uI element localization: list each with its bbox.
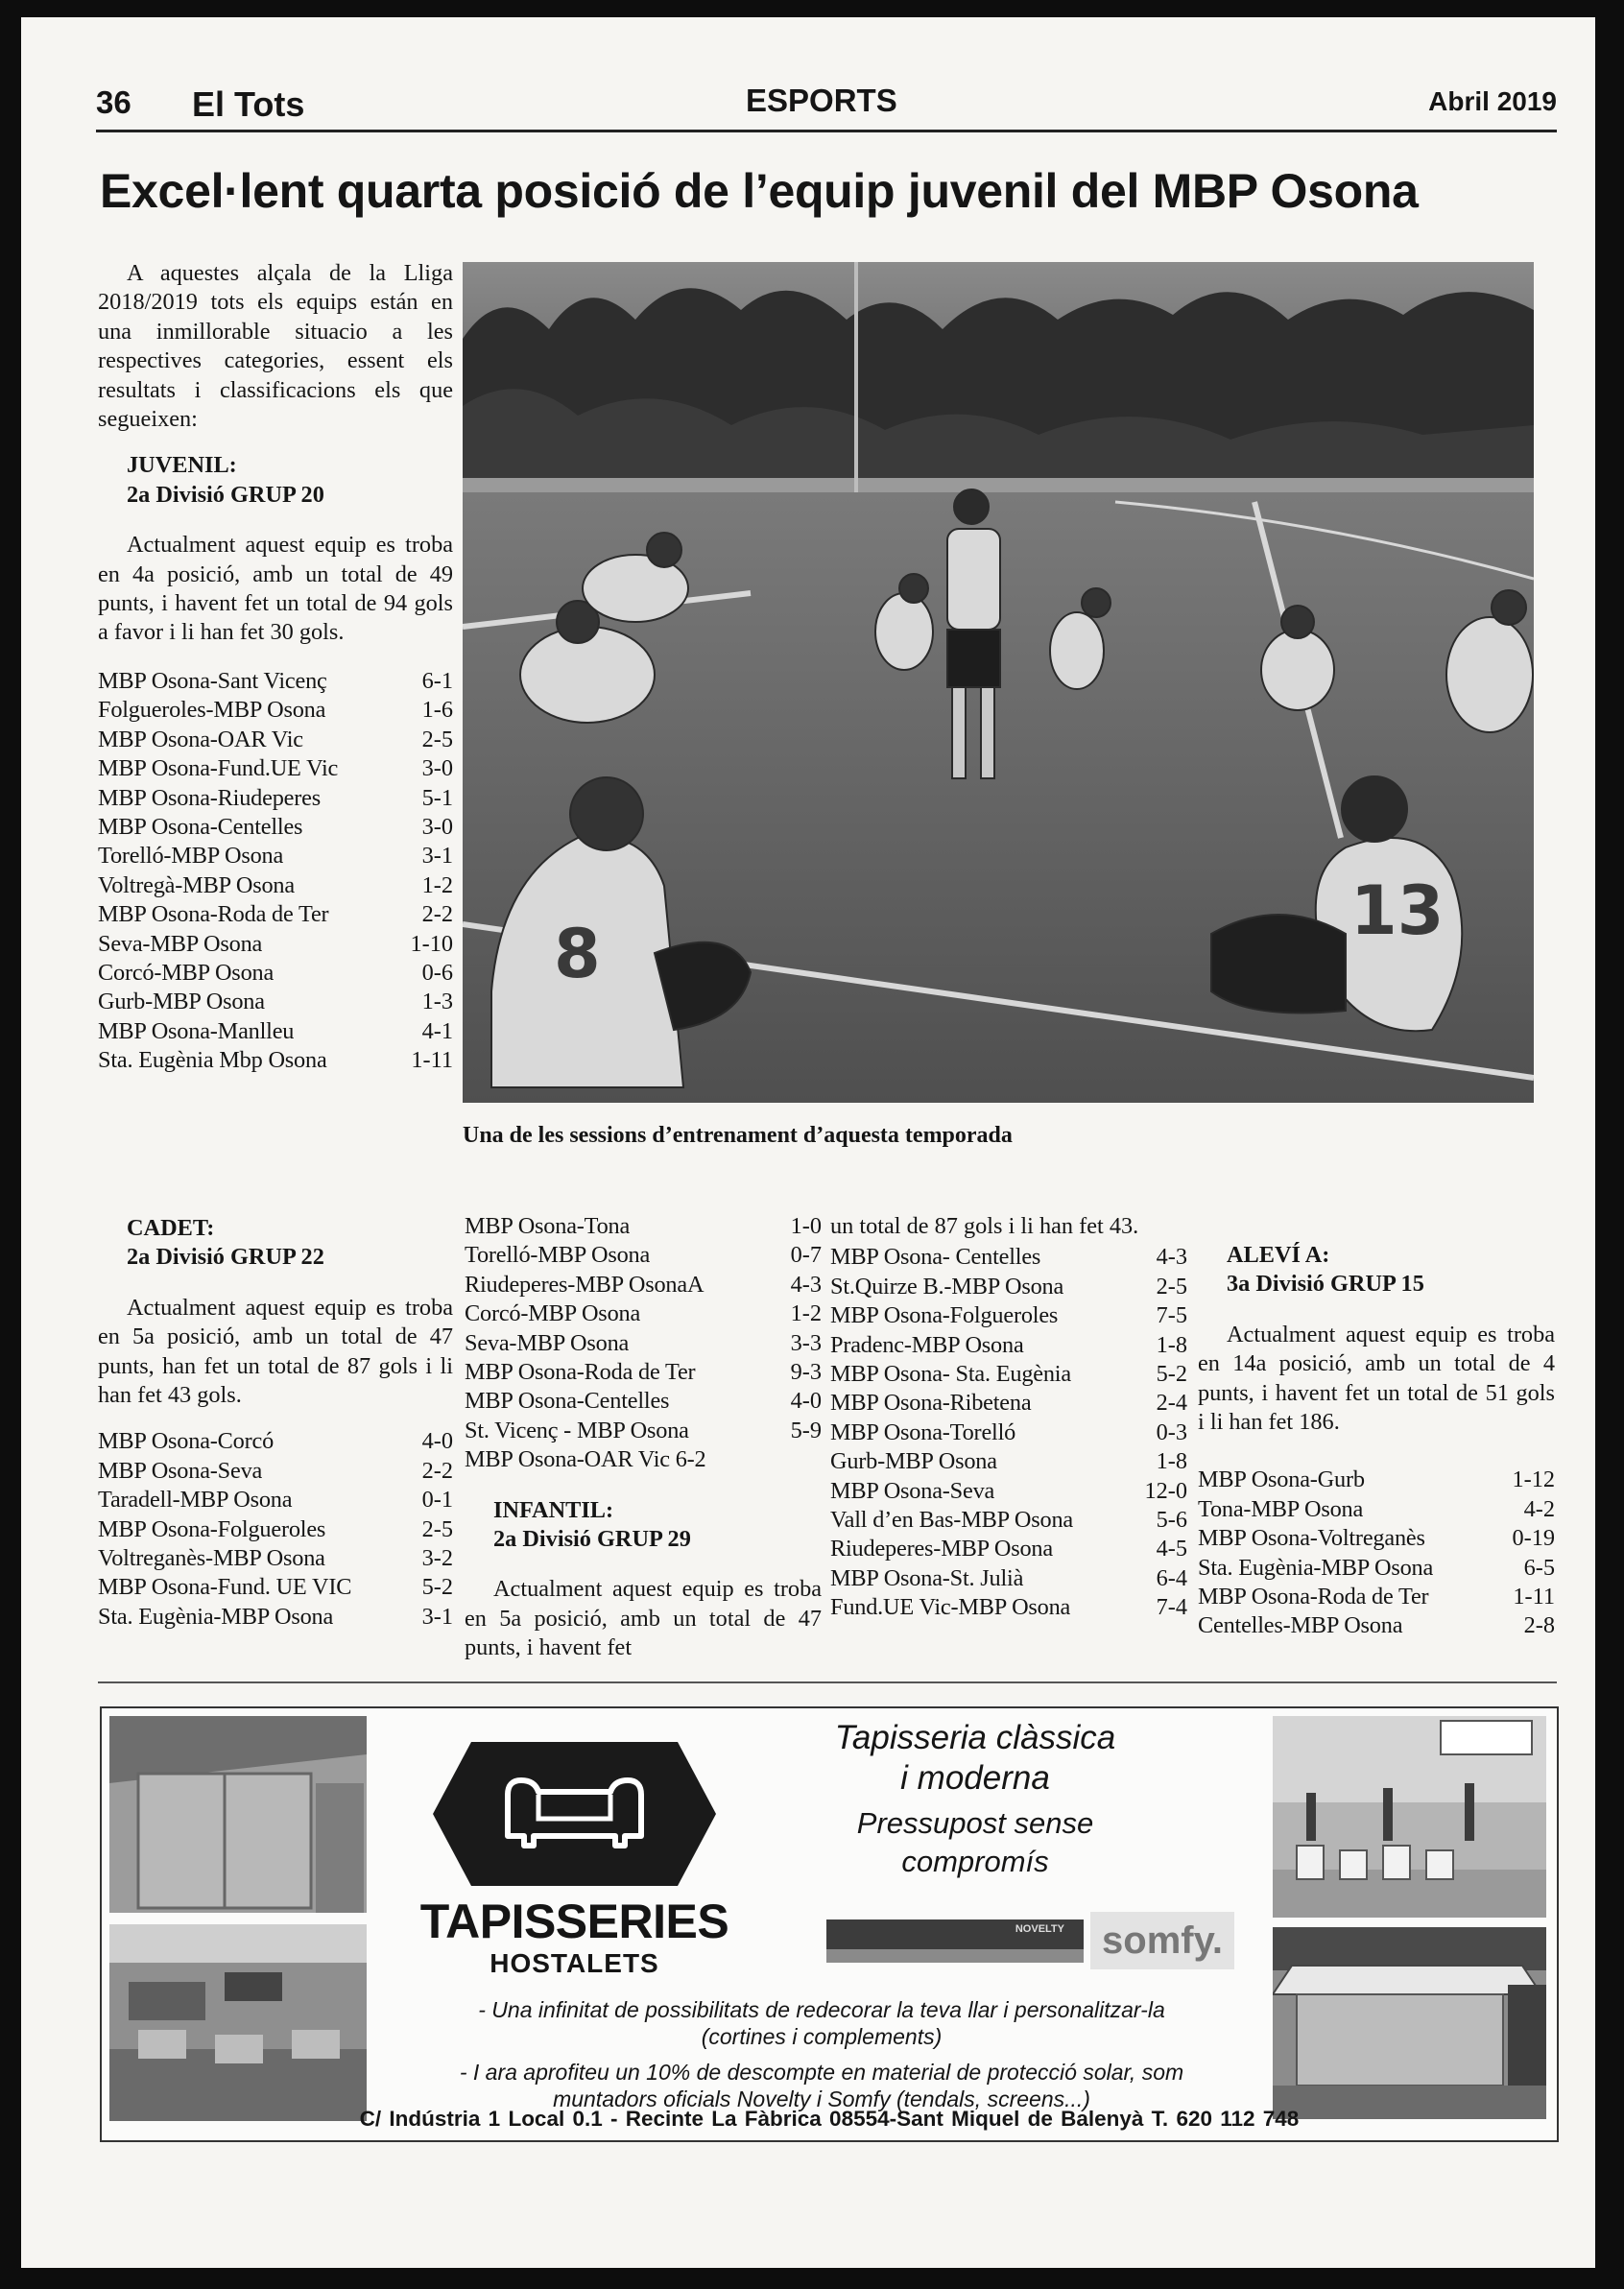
result-row: Fund.UE Vic-MBP Osona 7-4: [830, 1594, 1187, 1621]
ad-quote-note: [774, 1804, 1177, 1881]
result-row: Gurb-MBP Osona 1-3: [98, 989, 453, 1015]
somfy-logo: somfy.: [1090, 1912, 1234, 1969]
ad-promo-1: - Una infinitat de possibilitats de redecorar la teva llar i personalitzar-la (cortines i complements): [478, 1997, 1165, 2049]
ad-tagline-1: Tapisseria clàssica: [834, 1719, 1116, 1756]
infantil-group: 2a Divisió GRUP 29: [493, 1526, 691, 1553]
result-row: Torelló-MBP Osona 3-1: [98, 843, 453, 870]
section-name: ESPORTS: [746, 83, 897, 118]
juvenil-group: 2a Divisió GRUP 20: [127, 481, 324, 508]
ad-tagline-3: Pressupost sense: [856, 1806, 1094, 1840]
result-row: MBP Osona-Seva 12-0: [830, 1477, 1187, 1504]
infantil-title: INFANTIL:: [493, 1496, 614, 1523]
cadet-group: 2a Divisió GRUP 22: [127, 1244, 324, 1271]
fence: [463, 478, 1534, 493]
column-alevi: [1198, 1241, 1555, 1641]
result-row: MBP Osona-Sant Vicenç 6-1: [98, 667, 453, 694]
result-row: MBP Osona-Centelles 3-0: [98, 813, 453, 840]
photo-caption: Una de les sessions d’entrenament d’aquesta temporada: [463, 1123, 1013, 1148]
result-row: MBP Osona-Tona 1-0: [465, 1213, 822, 1239]
result-row: MBP Osona-Folgueroles 7-5: [830, 1302, 1187, 1329]
cadet-text: Actualment aquest equip es troba en 5a posició, amb un total de 47 punts, han fet un total de 87 gols i li han fet 43 gols.: [98, 1294, 453, 1409]
result-row: Corcó-MBP Osona 0-6: [98, 959, 453, 986]
result-row: MBP Osona-OAR Vic 6-2: [465, 1446, 706, 1473]
result-row: MBP Osona-Gurb 1-12: [1198, 1466, 1555, 1493]
alevi-text: Actualment aquest equip es troba en 14a posició, amb un total de 4 punts, i havent fet un total de 51 gols i li han fet 186.: [1198, 1321, 1555, 1436]
result-row: MBP Osona-Ribetena 2-4: [830, 1390, 1187, 1417]
jersey-number-8: 8: [554, 915, 601, 993]
infantil-text-a: Actualment aquest equip es troba en 5a posició, amb un total de 47 punts, i havent fet: [465, 1576, 822, 1661]
ad-photo-restaurant: [109, 1924, 367, 2121]
result-row: Pradenc-MBP Osona 1-8: [830, 1331, 1187, 1358]
result-row: Corcó-MBP Osona 1-2: [465, 1300, 822, 1327]
alevi-title: ALEVÍ A:: [1227, 1242, 1330, 1268]
result-row: MBP Osona-Voltreganès 0-19: [1198, 1525, 1555, 1552]
cadet-results-a: [98, 1427, 453, 1632]
ad-brand-sub: HOSTALETS: [490, 1948, 659, 1978]
result-row: St.Quirze B.-MBP Osona 2-5: [830, 1273, 1187, 1299]
training-photo: [463, 262, 1534, 1103]
result-row: MBP Osona-Roda de Ter 2-2: [98, 901, 453, 928]
result-row: Voltregà-MBP Osona 1-2: [98, 871, 453, 898]
article-headline: Excel·lent quarta posició de l’equip juvenil del MBP Osona: [100, 164, 1419, 218]
result-row: MBP Osona-Riudeperes 5-1: [98, 784, 453, 811]
ad-photo-patio: [1273, 1716, 1546, 1918]
result-row: MBP Osona-Centelles 4-0: [465, 1388, 822, 1415]
result-row: MBP Osona-St. Julià 6-4: [830, 1564, 1187, 1591]
publication-name: El Tots: [192, 84, 305, 124]
ad-photo-awning: [1273, 1927, 1546, 2119]
result-row: Seva-MBP Osona 3-3: [465, 1329, 822, 1356]
cadet-results-b: [465, 1212, 822, 1475]
result-row: Sta. Eugènia Mbp Osona 1-11: [98, 1047, 453, 1074]
result-row: Taradell-MBP Osona 0-1: [98, 1487, 453, 1514]
ad-promo-2: - I ara aprofiteu un 10% de descompte en material de protecció solar, som muntadors oficials Novelty i Somfy (tendals, screens...): [459, 2060, 1184, 2111]
infantil-results: [830, 1243, 1187, 1622]
result-row: MBP Osona-Roda de Ter 1-11: [1198, 1584, 1555, 1610]
result-row: Sta. Eugènia-MBP Osona 3-1: [98, 1603, 453, 1630]
result-row: Folgueroles-MBP Osona 1-6: [98, 697, 453, 724]
result-row: Tona-MBP Osona 4-2: [1198, 1495, 1555, 1522]
result-row: MBP Osona- Centelles 4-3: [830, 1244, 1187, 1271]
juvenil-text: Actualment aquest equip es troba en 4a posició, amb un total de 49 punts, i havent fet un total de 94 gols a favor i li han fet 30 gols.: [98, 532, 453, 646]
juvenil-results: [98, 667, 453, 1076]
ad-tagline-2: i moderna: [900, 1759, 1050, 1797]
result-row: Voltreganès-MBP Osona 3-2: [98, 1545, 453, 1572]
result-row: MBP Osona-OAR Vic 2-5: [98, 726, 453, 752]
result-row: Gurb-MBP Osona 1-8: [830, 1448, 1187, 1475]
result-row: MBP Osona-Roda de Ter 9-3: [465, 1359, 822, 1386]
column-cadet: [98, 1214, 453, 1632]
ad-brand: TAPISSERIES: [419, 1895, 729, 1948]
result-row: MBP Osona-Fund. UE VIC 5-2: [98, 1574, 453, 1601]
result-row: Riudeperes-MBP Osona 4-5: [830, 1536, 1187, 1562]
column-infantil: [465, 1212, 822, 1663]
result-row: MBP Osona-Manlleu 4-1: [98, 1017, 453, 1044]
page-number: 36: [96, 84, 131, 120]
tapisseries-advert: [100, 1706, 1559, 2142]
result-row: St. Vicenç - MBP Osona 5-9: [465, 1417, 822, 1443]
column-infantil-cont: [830, 1212, 1187, 1623]
jersey-number-13: 13: [1350, 871, 1445, 950]
result-row: MBP Osona-Fund.UE Vic 3-0: [98, 755, 453, 782]
novelty-logo: NOVELTY: [826, 1919, 1084, 1963]
trees: [463, 288, 1534, 492]
result-row: Centelles-MBP Osona 2-8: [1198, 1612, 1555, 1639]
infantil-text-b: un total de 87 gols i li han fet 43.: [830, 1213, 1139, 1239]
issue-date: Abril 2019: [1428, 86, 1557, 116]
ad-photo-terrace: [109, 1716, 367, 1913]
intro-paragraph: A aquestes alçala de la Lliga 2018/2019 tots els equips están en una inmillorable situacio a les respectives categories, essent els resultats i classificacions els que segueixen:: [98, 260, 453, 433]
result-row: MBP Osona-Torelló 0-3: [830, 1419, 1187, 1445]
result-row: MBP Osona-Seva 2-2: [98, 1457, 453, 1484]
result-row: MBP Osona-Corcó 4-0: [98, 1428, 453, 1455]
column-juvenil: [98, 259, 453, 1076]
result-row: MBP Osona- Sta. Eugènia 5-2: [830, 1361, 1187, 1388]
ad-address: C/ Indústria 1 Local 0.1 - Recinte La Fàbrica 08554-Sant Miquel de Balenyà T. 620 112 748: [359, 2107, 1300, 2131]
header-rule: [96, 130, 1557, 132]
light-pole: [854, 262, 858, 492]
result-row: MBP Osona-Folgueroles 2-5: [98, 1515, 453, 1542]
alevi-group: 3a Divisió GRUP 15: [1227, 1271, 1424, 1298]
result-row: Torelló-MBP Osona 0-7: [465, 1242, 822, 1269]
ad-tagline-4: compromís: [901, 1845, 1049, 1878]
juvenil-title: JUVENIL:: [127, 452, 237, 479]
result-row: Sta. Eugènia-MBP Osona 6-5: [1198, 1554, 1555, 1581]
ad-tagline: [774, 1718, 1177, 1799]
result-row: Seva-MBP Osona 1-10: [98, 930, 453, 957]
result-row: Vall d’en Bas-MBP Osona 5-6: [830, 1507, 1187, 1534]
advert-separator: [98, 1681, 1557, 1683]
result-row: Riudeperes-MBP OsonaA 4-3: [465, 1271, 822, 1298]
newspaper-page: [21, 17, 1595, 2268]
alevi-results: [1198, 1466, 1555, 1640]
sofa-logo-icon: [433, 1742, 716, 1886]
cadet-title: CADET:: [127, 1215, 215, 1241]
